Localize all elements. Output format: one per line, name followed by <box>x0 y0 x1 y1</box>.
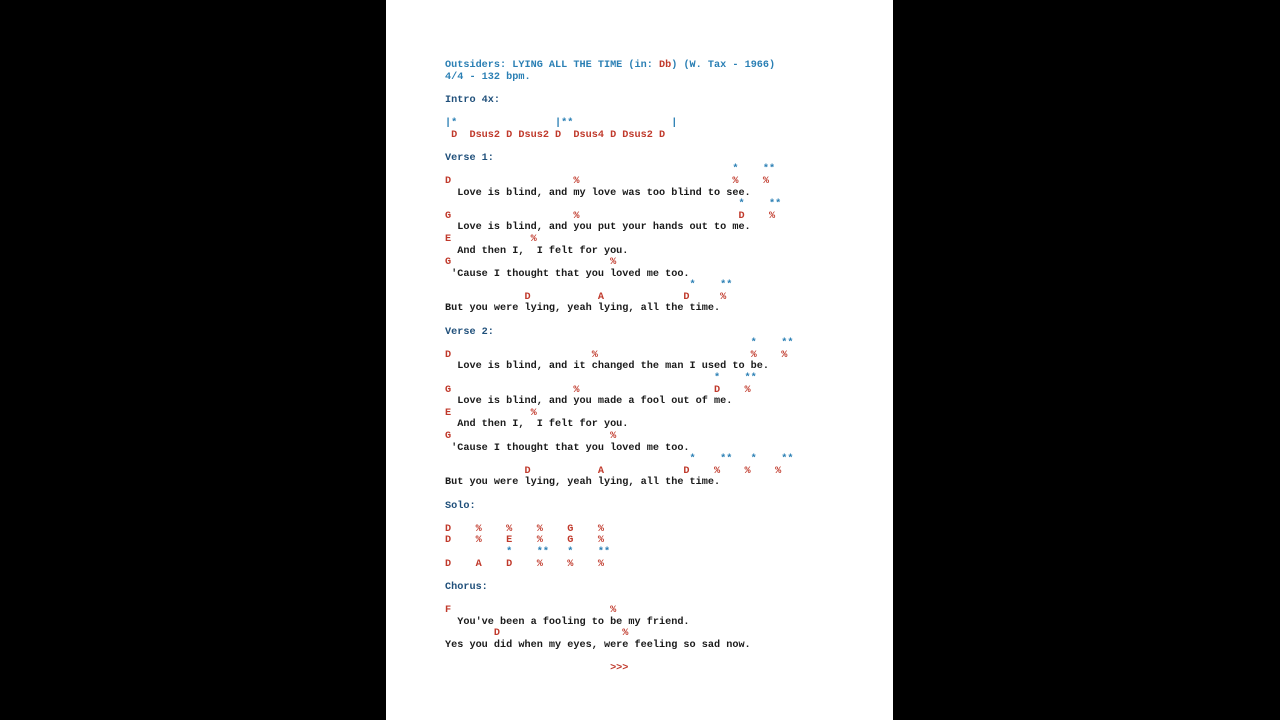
lyric-line <box>445 222 793 234</box>
blank-line <box>445 593 793 605</box>
chord-line <box>445 385 793 397</box>
lyric-line <box>445 269 793 281</box>
lyric-line <box>445 477 793 489</box>
lyric-line <box>445 419 793 431</box>
beat-marker-line-segment: * ** * ** <box>445 454 794 466</box>
chord-line-segment: G % D % <box>445 384 751 396</box>
blank-line <box>445 315 793 327</box>
chord-line-segment: D A D % % % <box>445 558 604 570</box>
lyric-line <box>445 443 793 455</box>
chord-line <box>445 234 793 246</box>
section-heading-segment: Intro 4x: <box>445 94 501 106</box>
blank-line <box>445 489 793 501</box>
chord-line-segment: E % <box>445 233 537 245</box>
chord-line-segment: E % <box>445 407 537 419</box>
beat-marker-line <box>445 164 793 176</box>
lyric-line-segment: But you were lying, yeah lying, all the time. <box>445 303 721 315</box>
song-sheet-page <box>386 0 893 720</box>
lyric-line-segment: And then I, I felt for you. <box>445 419 629 431</box>
chord-line-segment: D % % % <box>445 175 770 187</box>
chord-line <box>445 559 793 571</box>
beat-marker-line-segment: * ** <box>445 199 782 211</box>
lyric-line <box>445 396 793 408</box>
lyric-line-segment: 'Cause I thought that you loved me too. <box>445 442 690 454</box>
chord-line-segment: D A D % <box>445 291 727 303</box>
section-heading-segment: Verse 1: <box>445 152 494 164</box>
beat-marker-line <box>445 280 793 292</box>
header-line-segment: Db <box>658 60 672 71</box>
beat-marker-line-segment: * ** * ** <box>445 546 611 558</box>
blank-line <box>445 106 793 118</box>
chord-chart-text <box>445 60 793 674</box>
lyric-line <box>445 361 793 373</box>
beat-marker-line <box>445 373 793 385</box>
chord-line-segment: G % <box>445 257 617 269</box>
beat-marker-line <box>445 454 793 466</box>
chord-line-segment: D % % % <box>445 349 788 361</box>
section-heading-segment: Chorus: <box>445 581 488 593</box>
lyric-line <box>445 246 793 258</box>
chord-line-segment: D % E % G % <box>445 535 604 547</box>
blank-line <box>445 570 793 582</box>
chord-line-segment: D % <box>445 628 629 640</box>
header-line <box>445 72 793 84</box>
header-line-segment: 4/4 - 132 bpm. <box>445 71 531 83</box>
chord-line <box>445 466 793 478</box>
beat-marker-line <box>445 547 793 559</box>
chord-line <box>445 350 793 362</box>
chord-line-segment: D A D % % % <box>445 465 782 477</box>
lyric-line-segment: 'Cause I thought that you loved me too. <box>445 268 690 280</box>
lyric-line <box>445 188 793 200</box>
lyric-line <box>445 617 793 629</box>
header-line-segment: Outsiders: LYING ALL THE TIME (in: <box>445 60 659 71</box>
blank-line <box>445 141 793 153</box>
lyric-line-segment: Love is blind, and it changed the man I used to be. <box>445 361 770 373</box>
chord-line <box>445 431 793 443</box>
header-line-segment: ) (W. Tax - 1966) <box>671 60 776 71</box>
chord-line-segment: G % D % <box>445 210 776 222</box>
continue-marker-segment: >>> <box>445 662 629 674</box>
lyric-line-segment: You've been a fooling to be my friend. <box>445 616 690 628</box>
beat-marker-line-segment: * ** <box>445 373 757 385</box>
blank-line <box>445 651 793 663</box>
chord-line <box>445 605 793 617</box>
chord-line <box>445 408 793 420</box>
beat-marker-line <box>445 118 793 130</box>
section-heading <box>445 327 793 339</box>
section-heading <box>445 153 793 165</box>
blank-line <box>445 83 793 95</box>
chord-line <box>445 211 793 223</box>
chord-line-segment: F % <box>445 604 617 616</box>
section-heading <box>445 501 793 513</box>
header-line <box>445 60 793 72</box>
chord-line <box>445 535 793 547</box>
chord-line <box>445 176 793 188</box>
lyric-line-segment: Love is blind, and my love was too blind to see. <box>445 187 751 199</box>
chord-line-segment: D % % % G % <box>445 523 604 535</box>
lyric-line <box>445 640 793 652</box>
chord-line <box>445 130 793 142</box>
lyric-line-segment: Love is blind, and you made a fool out of me. <box>445 396 733 408</box>
chord-line <box>445 524 793 536</box>
lyric-line-segment: Love is blind, and you put your hands out to me. <box>445 222 751 234</box>
beat-marker-line-segment: * ** <box>445 338 794 350</box>
lyric-line-segment: And then I, I felt for you. <box>445 245 629 257</box>
section-heading-segment: Verse 2: <box>445 326 494 338</box>
continue-marker <box>445 663 793 675</box>
beat-marker-line <box>445 338 793 350</box>
chord-line-segment: G % <box>445 431 617 442</box>
chord-line <box>445 628 793 640</box>
blank-line <box>445 512 793 524</box>
lyric-line-segment: But you were lying, yeah lying, all the time. <box>445 477 721 489</box>
section-heading-segment: Solo: <box>445 500 476 512</box>
beat-marker-line <box>445 199 793 211</box>
chord-line-segment: D Dsus2 D Dsus2 D Dsus4 D Dsus2 D <box>445 129 666 141</box>
beat-marker-line-segment: |* |** | <box>445 117 678 129</box>
section-heading <box>445 95 793 107</box>
beat-marker-line-segment: * ** <box>445 164 776 176</box>
chord-line <box>445 257 793 269</box>
lyric-line-segment: Yes you did when my eyes, were feeling so sad now. <box>445 639 751 651</box>
lyric-line <box>445 303 793 315</box>
chord-line <box>445 292 793 304</box>
section-heading <box>445 582 793 594</box>
beat-marker-line-segment: * ** <box>445 280 733 292</box>
